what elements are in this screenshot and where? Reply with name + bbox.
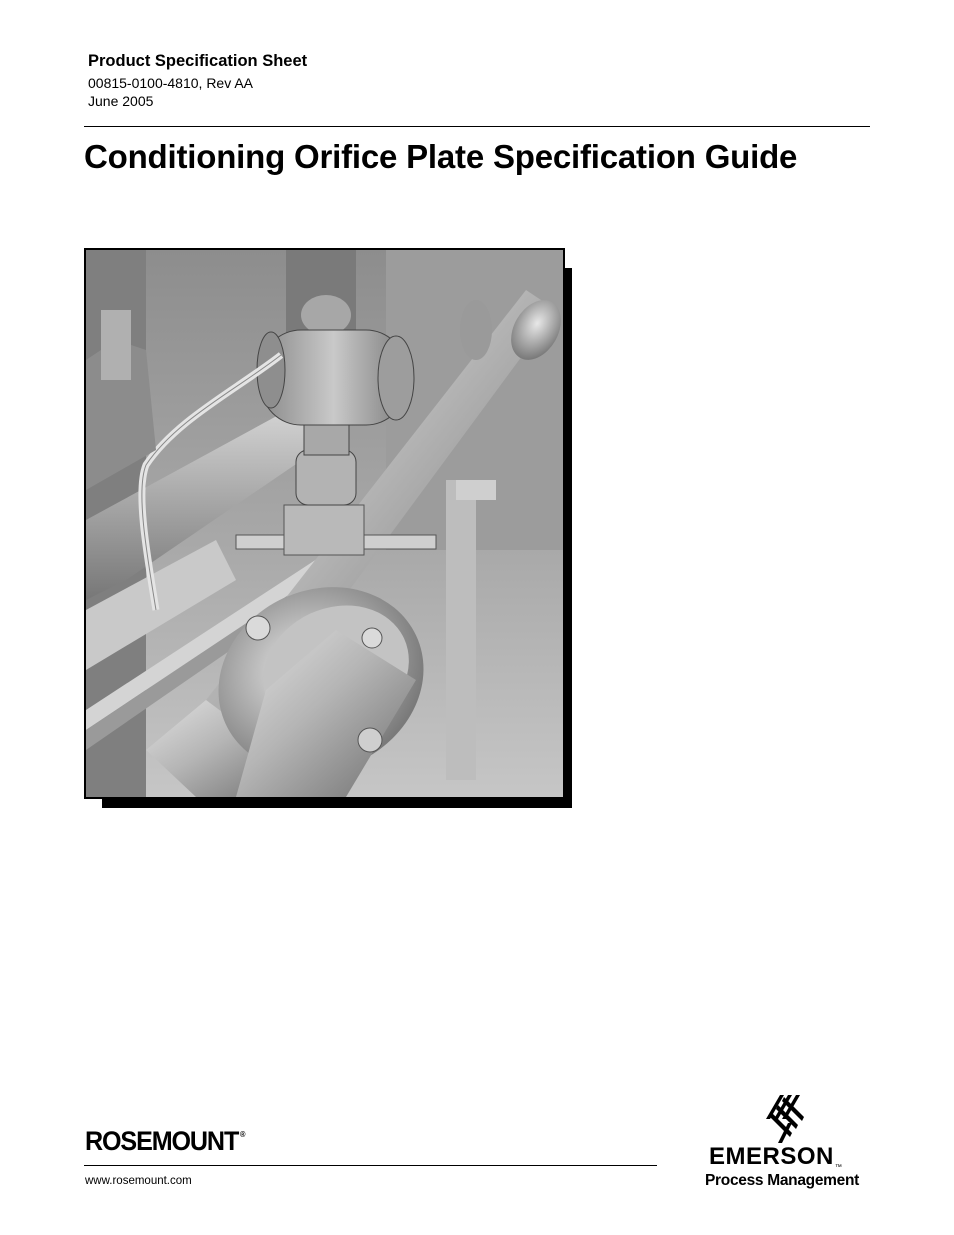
page-title: Conditioning Orifice Plate Specification Guide bbox=[84, 138, 798, 175]
document-type: Product Specification Sheet bbox=[88, 52, 308, 70]
document-date: June 2005 bbox=[88, 93, 154, 109]
footer-rule bbox=[84, 1165, 657, 1166]
header-rule bbox=[84, 126, 870, 127]
emerson-logo-icon bbox=[764, 1095, 810, 1143]
rosemount-logo: ROSEMOUNT ® bbox=[85, 1126, 246, 1156]
website-link[interactable]: www.rosemount.com bbox=[85, 1175, 192, 1187]
document-number: 00815-0100-4810, Rev AA bbox=[88, 75, 254, 91]
emerson-tagline: Process Management bbox=[705, 1172, 859, 1189]
emerson-wordmark: EMERSON™ bbox=[709, 1143, 843, 1171]
product-photo bbox=[84, 248, 565, 799]
